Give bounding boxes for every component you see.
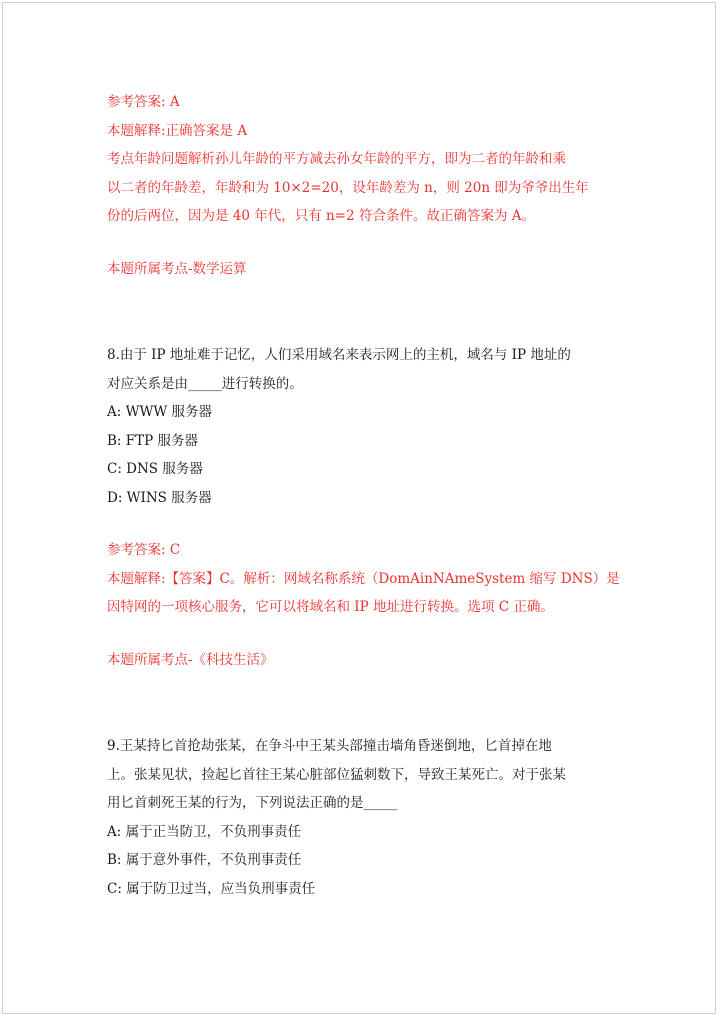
- q8-option-b: B: FTP 服务器: [107, 432, 199, 449]
- q8-option-c: C: DNS 服务器: [107, 461, 203, 477]
- q9-section: [107, 732, 607, 903]
- q7-answer-section: [107, 88, 607, 283]
- q9-option-a: A: 属于正当防卫，不负刑事责任: [107, 823, 302, 840]
- q9-question-line-2: 上。张某见状，捡起匕首往王某心脏部位猛刺数下，导致王某死亡。对于张某: [107, 766, 566, 783]
- q8-answer: 参考答案: C: [107, 542, 181, 558]
- q9-question-line-1: 9.王某持匕首抢劫张某，在争斗中王某头部撞击墙角昏迷倒地，匕首掉在地: [107, 738, 552, 754]
- q8-option-a: A: WWW 服务器: [107, 404, 213, 420]
- q9-question-line-3: 用匕首刺死王某的行为，下列说法正确的是_____: [107, 795, 398, 811]
- q8-section: [107, 341, 620, 674]
- q8-question-line-1: 8.由于 IP 地址难于记忆，人们采用域名来表示网上的主机，域名与 IP 地址的: [107, 347, 571, 363]
- q8-explanation-line-2: 因特网的一项核心服务，它可以将域名和 IP 地址进行转换。选项 C 正确。: [107, 599, 554, 615]
- q7-category: 本题所属考点-数学运算: [107, 260, 247, 277]
- q9-option-c: C: 属于防卫过当，应当负刑事责任: [107, 880, 316, 897]
- q8-option-d: D: WINS 服务器: [107, 489, 212, 506]
- q8-category: 本题所属考点-《科技生活》: [107, 651, 274, 668]
- q7-analysis-line-3: 份的后两位，因为是 40 年代，只有 n=2 符合条件。故正确答案为 A。: [107, 208, 535, 224]
- q8-explanation-line-1: 本题解释:【答案】C。解析：网域名称系统（DomAinNAmeSystem 缩写 DNS）是: [107, 570, 620, 587]
- q7-analysis-line-2: 以二者的年龄差，年龄和为 10×2=20，设年龄差为 n，则 20n 即为爷爷出生年: [107, 179, 589, 196]
- document-body: [107, 88, 620, 903]
- q7-answer: 参考答案: A: [107, 94, 180, 110]
- q9-option-b: B: 属于意外事件，不负刑事责任: [107, 852, 302, 868]
- q8-question-line-2: 对应关系是由_____进行转换的。: [107, 375, 303, 392]
- q7-analysis-line-1: 考点年龄问题解析孙儿年龄的平方减去孙女年龄的平方，即为二者的年龄和乘: [107, 151, 566, 167]
- q7-explanation: 本题解释:正确答案是 A: [107, 122, 248, 139]
